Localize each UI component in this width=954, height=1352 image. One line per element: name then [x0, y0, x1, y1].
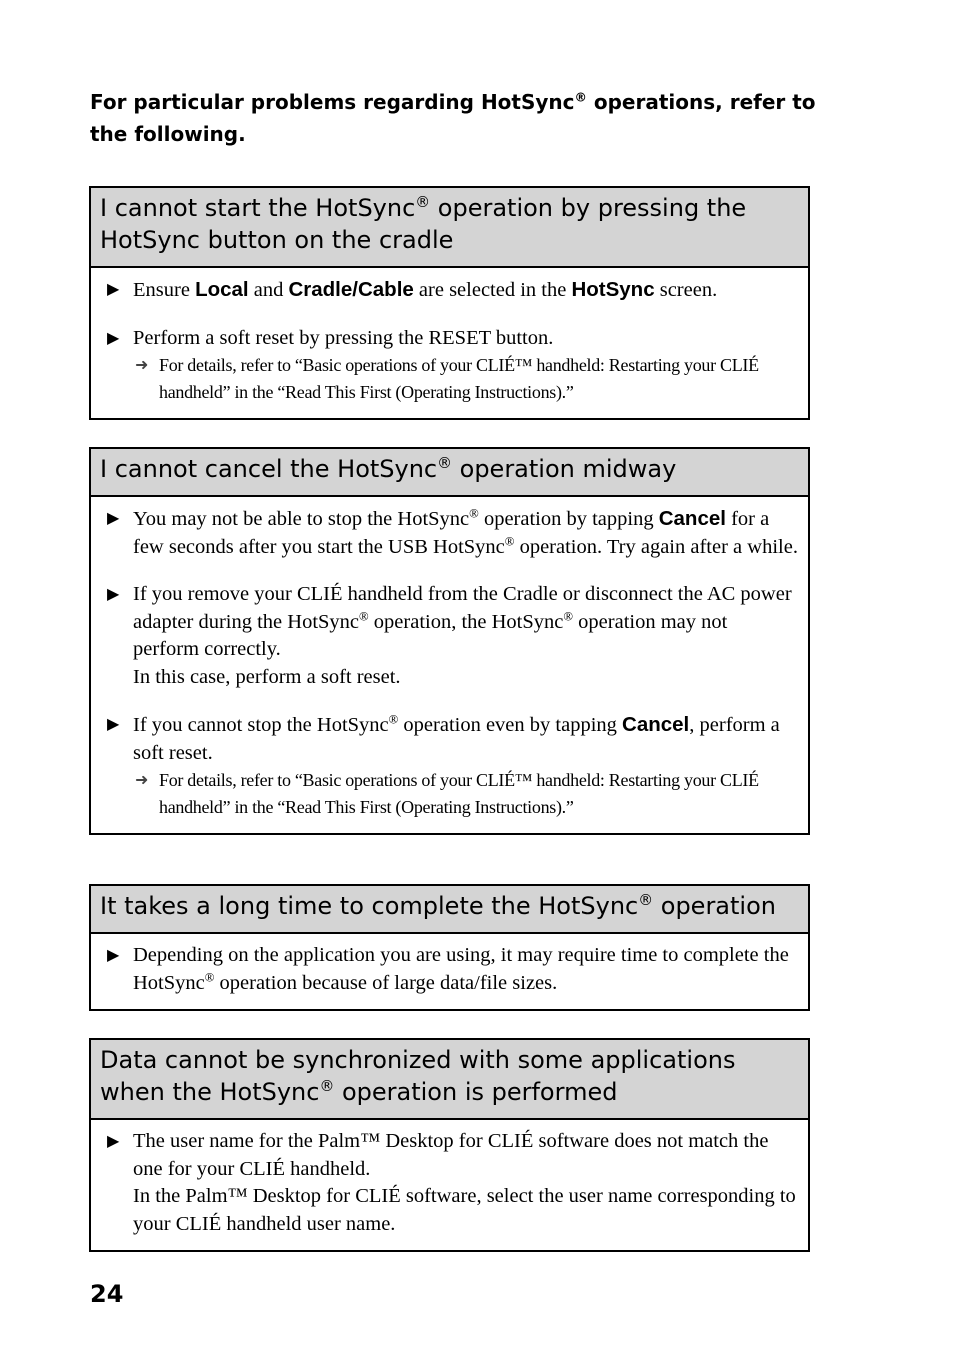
section-long-time — [89, 884, 810, 1011]
section-body — [91, 268, 808, 418]
list-item: ▶ Perform a soft reset by pressing the RESET button. ➜ For details, refer to “Basic operations of your CLIÉ™ handheld: Restarting your CLIÉ handheld” in the “Read This First (Operating Instructions).” — [106, 325, 798, 407]
intro-part: For particular problems regarding HotSync — [90, 90, 575, 114]
local-setting: Local — [195, 278, 249, 301]
triangle-bullet-icon: ▶ — [107, 329, 120, 347]
list-item: ▶ You may not be able to stop the HotSync® operation by tapping Cancel for a few seconds after you start the USB HotSync® operation. Try again after a while. — [107, 506, 798, 558]
section-cannot-start — [89, 186, 810, 420]
section-body — [91, 1120, 808, 1250]
arrow-right-icon: ➜ — [135, 772, 149, 789]
intro-text — [90, 86, 820, 150]
registered-mark: ® — [638, 891, 654, 910]
registered-mark: ® — [437, 454, 452, 473]
registered-mark: ® — [319, 1077, 335, 1096]
list-item: ▶ Depending on the application you are using, it may require time to complete the HotSync® operation because of large data/file sizes. — [107, 944, 789, 994]
section-body — [91, 934, 808, 1009]
triangle-bullet-icon: ▶ — [107, 1133, 120, 1150]
list-item: ▶ If you remove your CLIÉ handheld from the Cradle or disconnect the AC power adapter during the HotSync® operation, the HotSync® operation may not perform correctly. In this case, perform a soft reset. — [107, 583, 792, 688]
triangle-bullet-icon: ▶ — [107, 586, 120, 603]
section-data-not-synced — [89, 1038, 810, 1252]
section-title: Data cannot be synchronized with some applications when the HotSync® operation is performed — [91, 1040, 808, 1120]
list-item: ▶ If you cannot stop the HotSync® operation even by tapping Cancel, perform a soft reset. ➜ For details, refer to “Basic operations of your CLIÉ™ handheld: Restarting your CLIÉ handheld” in the “Read This First (Operating Instructions).” — [106, 711, 798, 821]
intro-part: operations, refer to the following. — [90, 90, 816, 146]
list-item: ▶ The user name for the Palm™ Desktop for CLIÉ software does not match the one for your CLIÉ handheld. In the Palm™ Desktop for CLIÉ software, select the user name corresponding to your CLIÉ handheld user name. — [107, 1130, 796, 1235]
registered-mark: ® — [415, 193, 431, 212]
arrow-right-icon: ➜ — [135, 357, 149, 374]
reference-note: ➜ For details, refer to “Basic operations of your CLIÉ™ handheld: Restarting your CLIÉ handheld” in the “Read This First (Operating Instructions).” — [133, 352, 798, 406]
hotsync-screen-name: HotSync — [571, 278, 655, 301]
page-number: 24 — [90, 1280, 124, 1308]
section-cannot-cancel — [89, 447, 810, 835]
section-body — [91, 497, 808, 833]
registered-mark: ® — [574, 89, 587, 105]
triangle-bullet-icon: ▶ — [107, 947, 120, 964]
triangle-bullet-icon: ▶ — [107, 510, 120, 527]
triangle-bullet-icon: ▶ — [107, 716, 120, 733]
list-item: ▶ Ensure Local and Cradle/Cable are selected in the HotSync screen. — [106, 276, 798, 305]
reference-note: ➜ For details, refer to “Basic operations of your CLIÉ™ handheld: Restarting your CLIÉ handheld” in the “Read This First (Operating Instructions).” — [133, 767, 798, 821]
section-title: It takes a long time to complete the HotSync® operation — [91, 886, 808, 934]
section-title: I cannot start the HotSync® operation by pressing the HotSync button on the cradle — [91, 188, 808, 268]
cradle-cable-setting: Cradle/Cable — [288, 278, 414, 301]
section-title: I cannot cancel the HotSync® operation midway — [91, 449, 808, 497]
cancel-button-name: Cancel — [658, 507, 726, 530]
triangle-bullet-icon: ▶ — [107, 281, 120, 298]
cancel-button-name: Cancel — [622, 713, 690, 736]
